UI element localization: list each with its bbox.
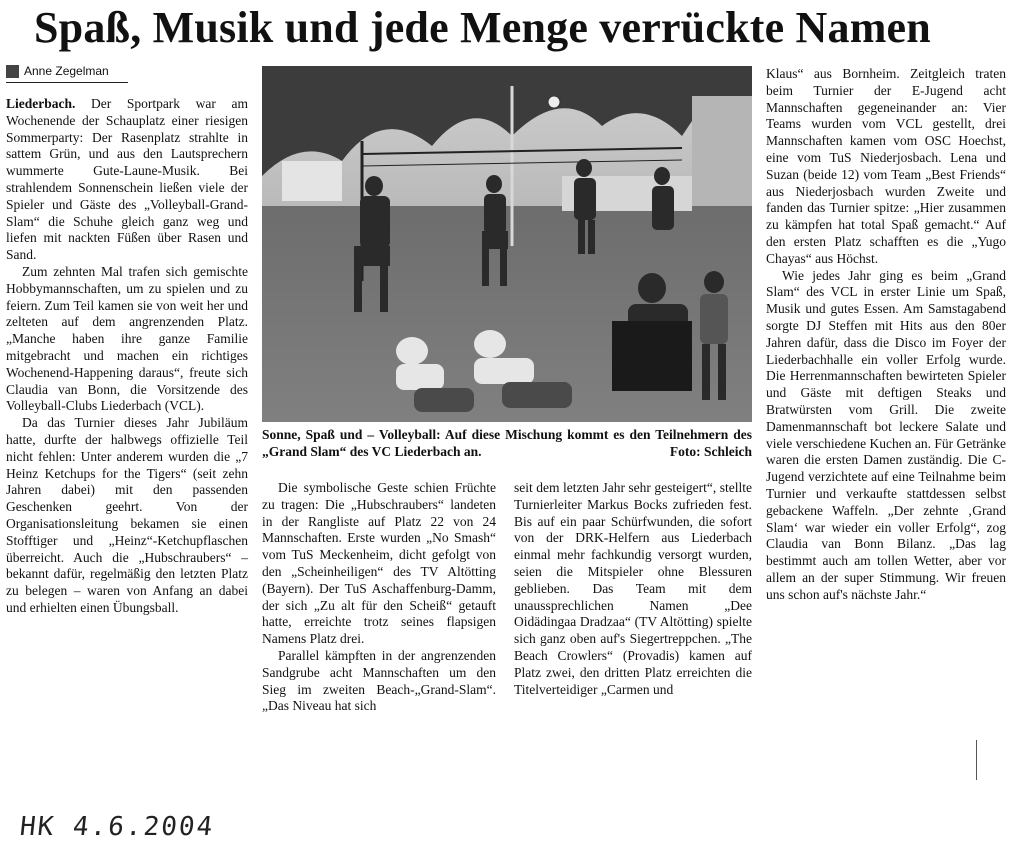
column-2-paragraph-1: Die symbolische Geste schien Früchte zu tragen: Die „Hubschraubers“ landeten in der Rangliste auf Platz 22 von 24 Mannschaften. Erste wurden „No Smash“ vom TuS Meckenheim, dicht gefolgt von den „Scheinheiligen“ des TV Altötting (Bayern). Der TuS Aschaffenburg-Damm, der sich „Zu alt für den Scheiß“ getauft hatte, erreichte trotz seines flapsigen Namens Platz drei. [262, 480, 496, 647]
byline-marker-icon [6, 65, 19, 78]
byline [6, 62, 109, 80]
column-4-paragraph-2: Wie jedes Jahr ging es beim „Grand Slam“ des VCL in erster Linie um Spaß, Musik und gutes Essen. Am Samstagabend sorgte DJ Steffen mit Hits aus den 80er Jahren dafür, dass die Disco im Foyer der Liederbachhalle ein voller Erfolg wurde. Die Herrenmannschaften bewirteten Spieler und Gäste mit deftigen Steaks und Bratwürsten vom Grill. Die zweite Damenmannschaft bot leckere Salate und viele verschiedene Kuchen an. Für Getränke waren die ersten Damen zuständig. Die C-Jugend verzichtete auf eine Teilnahme beim Turnier und verkaufte stattdessen selbst gebackene Waffeln. „Der zehnte ‚Grand Slam‘ war wieder ein voller Erfolg“, zog Claudia van Bonn Bilanz. „Das lag bestimmt auch am tollen Wetter, aber vor allem an der super Stimmung. Wir freuen uns schon auf's nächste Jahr.“ [766, 267, 1006, 602]
handwritten-date-note: HK 4.6.2004 [18, 812, 216, 842]
photo-caption [262, 426, 752, 460]
caption-text: Sonne, Spaß und – Volleyball: Auf diese Mischung kommt es den Teilnehmern des „Grand Slam“ des VC Liederbach an. [262, 427, 752, 459]
article-column-3 [514, 480, 752, 698]
headline: Spaß, Musik und jede Menge verrückte Namen [34, 3, 931, 52]
dateline: Liederbach. [6, 96, 76, 111]
column-3-paragraph-1: seit dem letzten Jahr sehr gesteigert“, stellte Turnierleiter Markus Bocks zufrieden fest. Bis auf ein paar Schürfwunden, die sofort von der DRK-Helfern aus Liederbach einmal mehr fachkundig versorgt wurden, seien die Mitspieler ohne Blessuren geblieben. Das Team mit dem unaussprechlichen Namen „Dee Oidädingaa Dradzaa“ (TV Altötting) spielte sich ganz oben auf's Siegertreppchen. „The Beach Crowlers“ (Provadis) kamen auf Platz zwei, den dritten Platz erreichten die Titelverteidiger „Carmen und [514, 480, 752, 697]
article-photo [262, 66, 752, 422]
article-column-4 [766, 66, 1006, 604]
column-4-paragraph-1: Klaus“ aus Bornheim. Zeitgleich traten beim Turnier der E-Jugend acht Mannschaften gegeneinander an: Vier Teams wurden vom VCL gestellt, drei Mannschaften kamen vom OSC Hoechst, eine vom TuS Niederjosbach. Lena und Suzan (beide 12) vom Team „Best Friends“ aus Niederjosbach wurden Zweite und fanden das Turnier spitze: „Hier zusammen zu kämpfen hat total Spaß gemacht.“ Auf den ersten Platz schafften es die „Yugo Chayas“ aus Höchst. [766, 66, 1006, 266]
column-1-paragraph-2: Zum zehnten Mal trafen sich gemischte Hobbymannschaften, um zu spielen und zu feiern. Zum Teil kamen sie von weit her und zelteten auf dem angrenzenden Platz. „Manche haben ihre ganze Familie mitgebracht und machen ein richtiges Wochenend-Happening daraus“, freute sich Claudia van Bonn, die Vorsitzende des Volleyball-Clubs Liederbach (VCL). [6, 263, 248, 414]
column-1-paragraph-3: Da das Turnier dieses Jahr Jubiläum hatte, durfte der halbwegs offizielle Teil nicht fehlen: Unter anderem wurden die „7 Heinz Ketchups for the Tigers“ (seit zehn Jahren dabei) mit den passenden Geschenken geehrt. Von der Organisationsleitung bekamen sie einen Stofftiger und „Heinz“-Ketchupflaschen überreicht. Auch die „Hubschraubers“ – bekannt dafür, regelmäßig den letzten Platz zu belegen – waren von Anfang an dabei und erhielten einen Übungsball. [6, 415, 248, 615]
byline-rule [6, 82, 128, 83]
column-1-paragraph-1-text: Der Sportpark war am Wochenende der Schauplatz einer riesigen Sommerparty: Der Rasenplatz strahlte in sattem Grün, und aus den Lautsprechern wummerte Gute-Laune-Musik. Bei strahlendem Sonnenschein ließen viele der Spieler und Gäste des „Volleyball-Grand-Slam“ die Schuhe gleich ganz weg und liefen mit nackten Füßen über Rasen und Sand. [6, 96, 248, 263]
column-divider [976, 740, 977, 780]
article-column-2 [262, 480, 496, 715]
volleyball-photo-illustration [262, 66, 752, 422]
photo-credit: Foto: Schleich [669, 444, 752, 459]
article-column-1 [6, 96, 248, 617]
column-1-paragraph-1 [6, 96, 248, 264]
column-2-paragraph-2: Parallel kämpften in der angrenzenden Sandgrube acht Mannschaften um den Sieg im zweiten Beach-„Grand-Slam“. „Das Niveau hat sich [262, 647, 496, 714]
byline-author: Anne Zegelman [24, 64, 109, 78]
